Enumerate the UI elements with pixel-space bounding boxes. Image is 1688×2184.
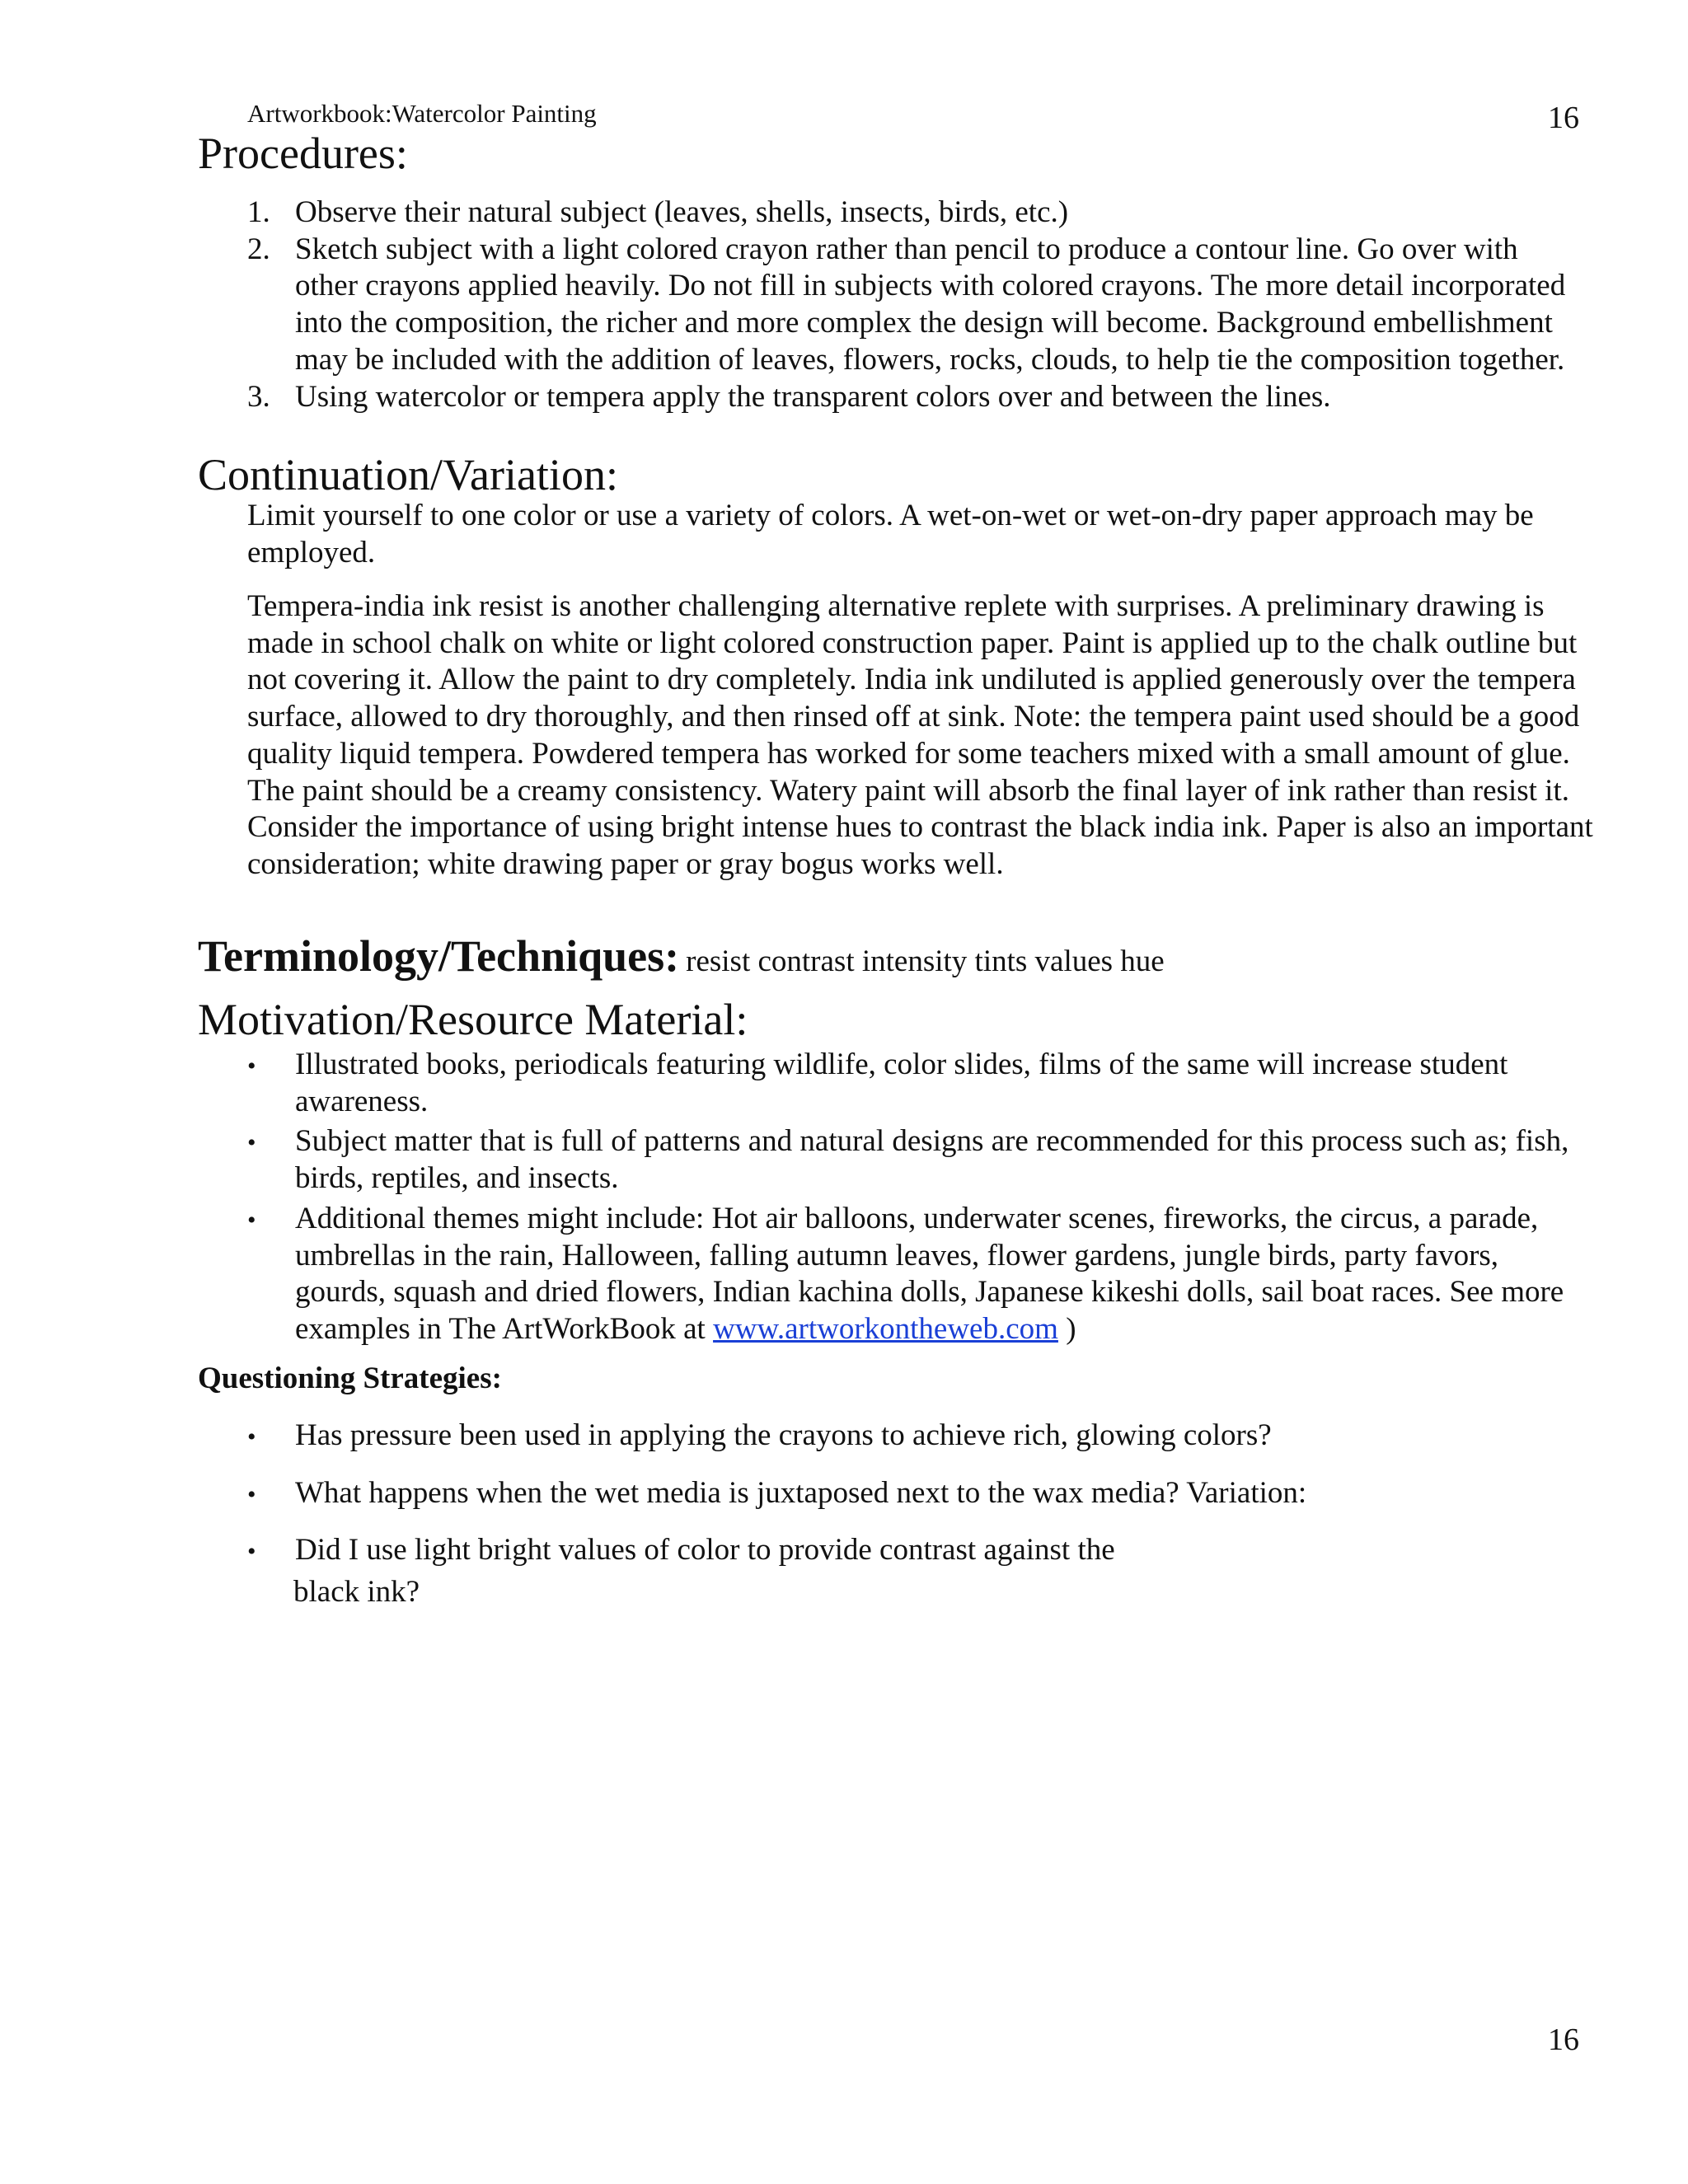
procedures-heading: Procedures:	[198, 129, 408, 178]
running-title: Artworkbook:Watercolor Painting	[247, 99, 597, 128]
list-item-text: Did I use light bright values of color to provide contrast against the	[295, 1533, 1115, 1568]
motivation-heading: Motivation/Resource Material:	[198, 995, 748, 1044]
bullet-icon: •	[247, 1206, 256, 1234]
list-item-text: Observe their natural subject (leaves, shells, insects, birds, etc.)	[295, 195, 1069, 229]
list-item-text: Illustrated books, periodicals featuring wildlife, color slides, films of the same will increase student awareness.	[295, 1047, 1508, 1118]
list-item	[247, 1047, 1582, 1120]
list-item-continuation: black ink?	[293, 1575, 420, 1610]
list-item	[247, 1475, 1582, 1512]
list-number: 1.	[247, 195, 270, 229]
list-item	[247, 1201, 1582, 1348]
list-item	[247, 1123, 1582, 1197]
list-item-text-prefix: Additional themes might include: Hot air balloons, underwater scenes, fireworks, the circus, a parade, umbrellas in the rain, Halloween, falling autumn leaves, flower gardens, jungle birds, party favors, gourds, squash and dried flowers, Indian kachina dolls, Japanese kikeshi dolls, sail boat races. See more examples in The ArtWorkBook at	[295, 1201, 1564, 1346]
continuation-paragraph-1: Limit yourself to one color or use a variety of colors. A wet-on-wet or wet-on-dry paper approach may be employed.	[247, 499, 1534, 569]
questioning-list	[247, 1418, 1582, 1632]
list-item-text: Sketch subject with a light colored crayon rather than pencil to produce a contour line. Go over with other crayons applied heavily. Do not fill in subjects with colored crayons. The more detail incorporated into the composition, the richer and more complex the design will become. Background embellishment may be included with the addition of leaves, flowers, rocks, clouds, to help tie the composition together.	[295, 232, 1566, 377]
list-item	[247, 379, 1582, 416]
list-item-text	[295, 1201, 1582, 1348]
artworkontheweb-link[interactable]: www.artworkontheweb.com	[713, 1311, 1058, 1346]
bullet-icon: •	[247, 1129, 256, 1157]
continuation-heading: Continuation/Variation:	[198, 450, 618, 499]
list-item-text: Using watercolor or tempera apply the transparent colors over and between the lines.	[295, 379, 1331, 414]
list-item	[247, 232, 1582, 379]
bullet-icon: •	[247, 1423, 256, 1451]
questioning-heading: Questioning Strategies:	[198, 1361, 502, 1395]
bullet-icon: •	[247, 1538, 256, 1566]
list-item-text: Has pressure been used in applying the crayons to achieve rich, glowing colors?	[295, 1418, 1272, 1452]
list-item	[247, 194, 1582, 232]
procedures-list	[247, 194, 1582, 415]
list-number: 2.	[247, 232, 270, 266]
list-item-text: Subject matter that is full of patterns and natural designs are recommended for this process such as; fish, birds, reptiles, and insects.	[295, 1124, 1569, 1196]
list-number: 3.	[247, 379, 270, 414]
list-item-text-suffix: )	[1057, 1311, 1076, 1346]
terminology-heading: Terminology/Techniques:	[198, 931, 680, 981]
terminology-line	[198, 930, 1165, 994]
list-item	[247, 1532, 1582, 1610]
list-item	[247, 1418, 1582, 1455]
continuation-paragraph-2: Tempera-india ink resist is another challenging alternative replete with surprises. A preliminary drawing is made in school chalk on white or light colored construction paper. Paint is applied up to the chalk outline but not covering it. Allow the paint to dry completely. India ink undiluted is applied generously over the tempera surface, allowed to dry thoroughly, and then rinsed off at sink. Note: the tempera paint used should be a good quality liquid tempera. Powdered tempera has worked for some teachers mixed with a small amount of glue. The paint should be a creamy consistency. Watery paint will absorb the final layer of ink rather than resist it. Consider the importance of using bright intense hues to contrast the black india ink. Paper is also an important consideration; white drawing paper or gray bogus works well.	[247, 589, 1593, 881]
bullet-icon: •	[247, 1052, 256, 1080]
terminology-terms: resist contrast intensity tints values hue	[686, 944, 1165, 978]
list-item-text: What happens when the wet media is juxtaposed next to the wax media? Variation:	[295, 1475, 1307, 1510]
bullet-icon: •	[247, 1480, 256, 1508]
motivation-list	[247, 1047, 1582, 1352]
page-number-bottom: 16	[1548, 2022, 1579, 2057]
page-number-top: 16	[1548, 101, 1579, 135]
